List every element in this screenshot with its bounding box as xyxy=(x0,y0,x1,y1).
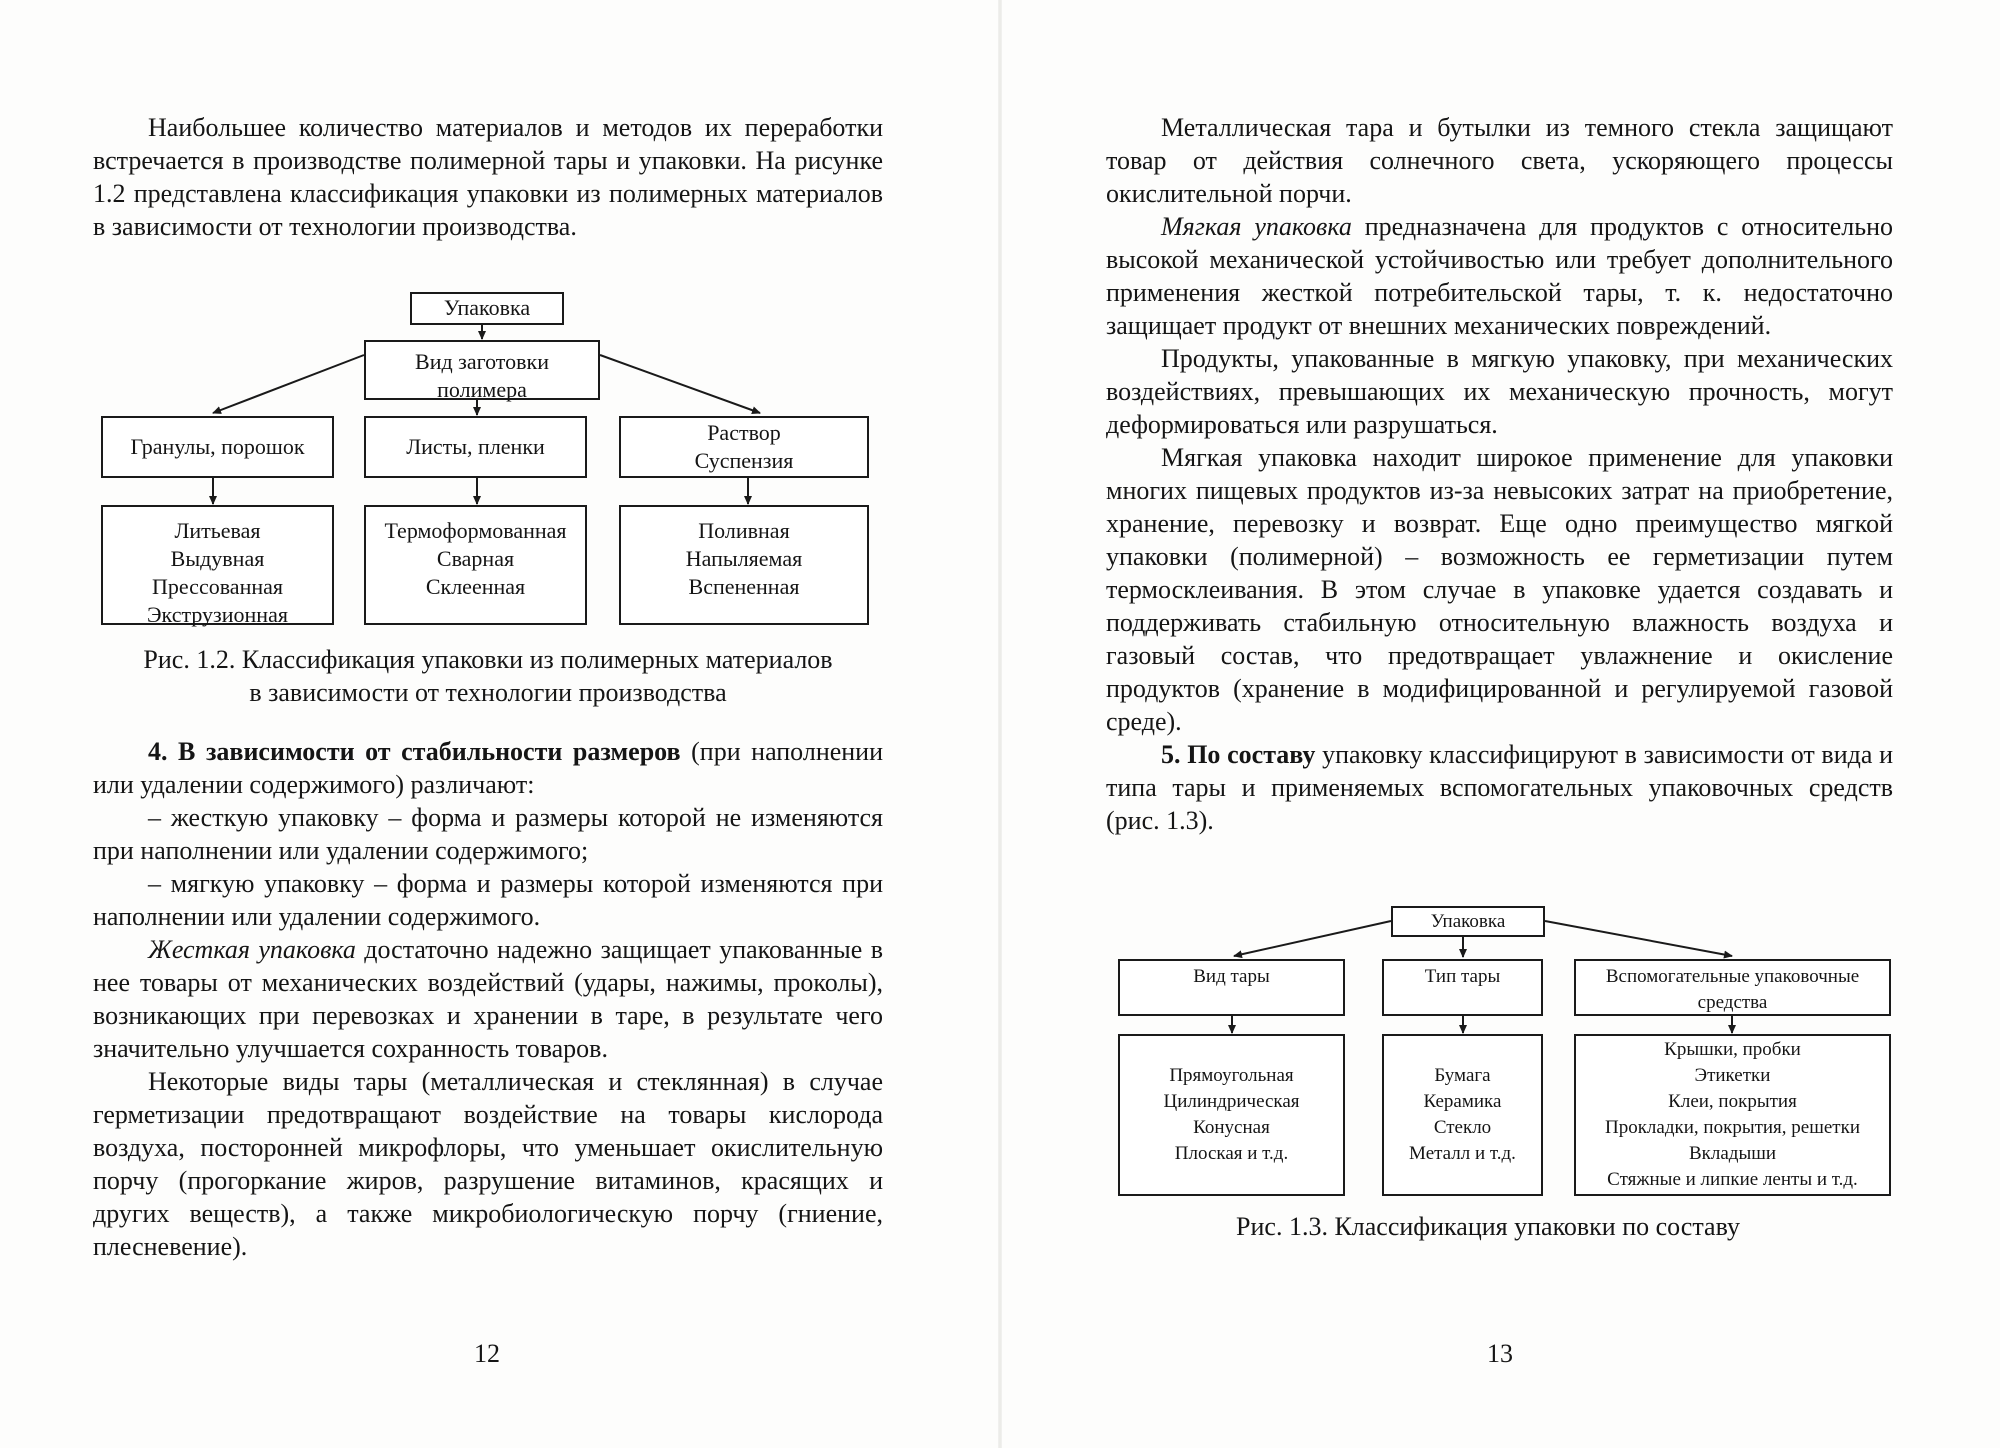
products-paragraph: Продукты, упакованные в мягкую упаковку, при механических воздействиях, превышающих их механическую прочность, могут деформироваться или разрушаться. xyxy=(1106,344,1893,439)
node-container-type-label: Тип тары xyxy=(1424,966,1501,987)
leaf-container-types xyxy=(1382,1034,1543,1196)
node-polymer-blank-type-line2: полимера xyxy=(437,377,527,402)
wide-use-paragraph: Мягкая упаковка находит широкое применение для упаковки многих пищевых продуктов из-за невысоких затрат на приобретение, хранение, перевозку и возврат. Еще одно преимущество мягкой упаковки (полимерной) – возможность ее герметизации путем термосклеивания. В этом случае в упаковке удается создавать и поддерживать стабильную относительную влажность воздуха и газовый состав, что предотвращает увлажнение и окисление продуктов (хранение в модифицированной и регулируемой газовой среде). xyxy=(1106,443,1893,736)
section-5-heading: 5. По составу xyxy=(1161,740,1316,769)
leaf-item: Вспененная xyxy=(688,574,800,599)
soft-item: – мягкую упаковку – форма и размеры которой изменяются при наполнении или удалении содержимого. xyxy=(93,869,883,931)
node-auxiliary-means-line2: средства xyxy=(1697,992,1768,1013)
figure-1-3-caption: Рис. 1.3. Классификация упаковки по составу xyxy=(1236,1212,1740,1241)
container-paragraph: Некоторые виды тары (металлическая и стеклянная) в случае герметизации предотвращают воздействие на товары кислорода воздуха, посторонней микрофлоры, что уменьшает окислительную порчу (прогоркание жиров, разрушение витаминов, красящих и других веществ), а также микробиологическую порчу (гниение, плесневение). xyxy=(93,1067,883,1261)
leaf-item: Крышки, пробки xyxy=(1664,1039,1801,1060)
leaf-item: Металл и т.д. xyxy=(1409,1143,1516,1164)
leaf-item: Прокладки, покрытия, решетки xyxy=(1604,1117,1860,1138)
intro-paragraph: Наибольшее количество материалов и методов их переработки встречается в производстве полимерной тары и упаковки. На рисунке 1.2 представлена классификация упаковки из полимерных материалов в зависимости от технологии производства. xyxy=(93,113,883,241)
node-granules-powder-label: Гранулы, порошок xyxy=(130,434,305,459)
arrow-root-to-auxiliary xyxy=(1545,921,1732,956)
leaf-item: Выдувная xyxy=(170,546,265,571)
node-packaging-label: Упаковка xyxy=(443,295,531,320)
leaf-item: Поливная xyxy=(698,518,790,543)
leaf-item: Сварная xyxy=(436,546,515,571)
figure-1-2-caption-line2: в зависимости от технологии производства xyxy=(249,678,727,707)
arrow-mid-to-granules xyxy=(213,355,364,413)
node-container-kind-label: Вид тары xyxy=(1193,966,1270,987)
figure-1-2-diagram xyxy=(0,0,1000,640)
node-packaging-composition xyxy=(1391,906,1545,937)
node-packaging xyxy=(410,292,564,325)
figure-1-2-caption xyxy=(93,643,883,709)
leaf-item: Прессованная xyxy=(151,574,284,599)
arrow-root-to-container-kind xyxy=(1234,921,1391,956)
node-sheets-films-label: Листы, пленки xyxy=(406,434,545,459)
leaf-item: Вкладыши xyxy=(1688,1143,1777,1164)
arrow-mid-to-solution xyxy=(600,355,760,413)
node-polymer-blank-type-line1: Вид заготовки xyxy=(415,349,549,374)
section-5-rest: упаковку классифицируют в зависимости от вида и типа тары и применяемых вспомогательных упаковочных средств (рис. 1.3). xyxy=(1106,740,1893,835)
leaf-item: Цилиндрическая xyxy=(1163,1091,1300,1112)
figure-1-2-caption-line1: Рис. 1.2. Классификация упаковки из полимерных материалов xyxy=(143,645,833,674)
leaf-item: Стекло xyxy=(1433,1117,1492,1138)
node-granules-powder xyxy=(101,416,334,478)
leaf-item: Бумага xyxy=(1434,1065,1491,1086)
soft-term: Мягкая упаковка xyxy=(1161,212,1352,241)
leaf-item: Термоформованная xyxy=(384,518,567,543)
leaf-item: Керамика xyxy=(1423,1091,1502,1112)
node-container-type xyxy=(1382,959,1543,1016)
leaf-item: Клеи, покрытия xyxy=(1668,1091,1797,1112)
rigid-term: Жесткая упаковка xyxy=(148,935,356,964)
node-solution-suspension xyxy=(619,416,869,478)
section-4-text xyxy=(93,735,883,1263)
section-4-rest: (при наполнении или удалении содержимого) различают: xyxy=(93,737,884,799)
node-solution-label: Раствор xyxy=(707,420,781,445)
page-number-right: 13 xyxy=(1487,1339,1513,1368)
leaf-item: Конусная xyxy=(1193,1117,1270,1138)
leaf-item: Литьевая xyxy=(174,518,261,543)
leaf-item: Экструзионная xyxy=(147,602,288,627)
leaf-granules-methods xyxy=(101,505,334,625)
node-auxiliary-means xyxy=(1574,959,1891,1016)
section-4-heading: 4. В зависимости от стабильности размеров xyxy=(148,737,681,766)
leaf-container-kinds xyxy=(1118,1034,1345,1196)
leaf-item: Этикетки xyxy=(1694,1065,1771,1086)
leaf-sheets-methods xyxy=(364,505,587,625)
leaf-item: Прямоугольная xyxy=(1169,1065,1294,1086)
rigid-paragraph xyxy=(93,933,883,1065)
leaf-item: Склеенная xyxy=(425,574,526,599)
leaf-solution-methods xyxy=(619,505,869,625)
page-number-left: 12 xyxy=(474,1339,500,1368)
rigid-text: достаточно надежно защищает упакованные в нее товары от механических воздействий (удары, нажимы, проколы), возникающих при перевозках и хранении в таре, в результате чего значительно улучшается сохранность товаров. xyxy=(93,935,883,1063)
soft-text: предназначена для продуктов с относительно высокой механической устойчивостью или требует дополнительного применения жесткой потребительской тары, т. к. недостаточно защищает продукт от внешних механических повреждений. xyxy=(1106,212,1893,340)
leaf-auxiliary-items xyxy=(1574,1034,1891,1196)
node-polymer-blank-type xyxy=(364,340,600,400)
leaf-item: Напыляемая xyxy=(685,546,803,571)
node-sheets-films xyxy=(364,416,587,478)
leaf-item: Стяжные и липкие ленты и т.д. xyxy=(1607,1169,1858,1190)
metal-paragraph: Металлическая тара и бутылки из темного стекла защищают товар от действия солнечного света, ускоряющего процессы окислительной порчи. xyxy=(1106,113,1893,208)
section-4-paragraph xyxy=(93,735,883,801)
rigid-item: – жесткую упаковку – форма и размеры которой не изменяются при наполнении или удалении содержимого; xyxy=(93,803,883,865)
node-suspension-label: Суспензия xyxy=(694,448,794,473)
node-container-kind xyxy=(1118,959,1345,1016)
leaf-item: Плоская и т.д. xyxy=(1174,1143,1289,1164)
node-auxiliary-means-line1: Вспомогательные упаковочные xyxy=(1605,966,1860,987)
node-packaging-composition-label: Упаковка xyxy=(1430,910,1506,932)
